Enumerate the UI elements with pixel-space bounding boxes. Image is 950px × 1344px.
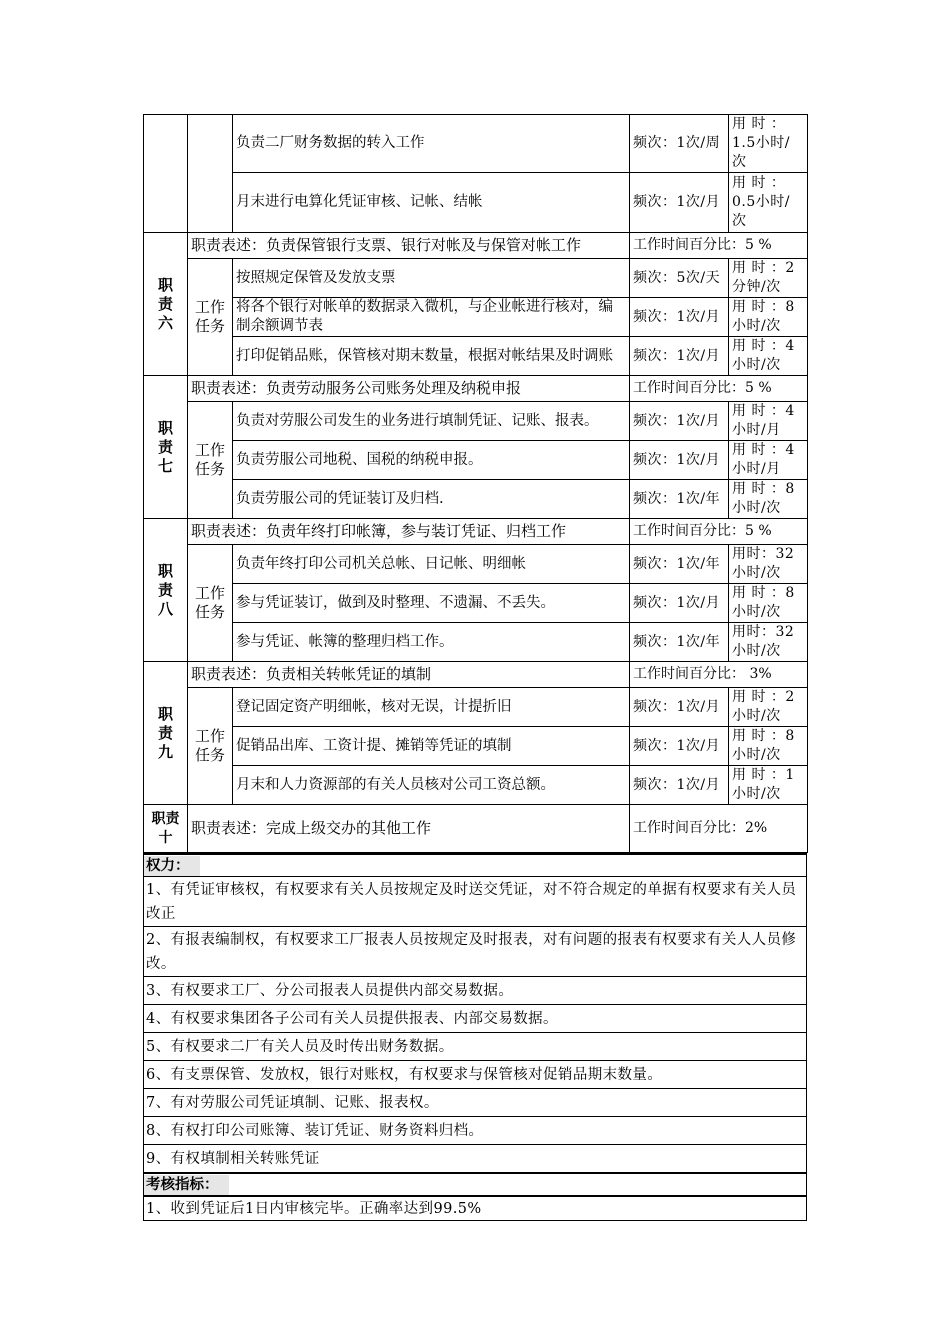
task-row — [144, 259, 808, 298]
task-row — [144, 766, 808, 805]
duty-label-cell-continued — [144, 115, 188, 233]
task-time: 用 时 ：4小时/月 — [729, 402, 808, 441]
task-label: 工作 任务 — [188, 402, 233, 519]
task-label: 工作 任务 — [188, 259, 233, 376]
powers-section — [143, 853, 807, 1173]
kpi-section — [143, 1173, 807, 1221]
task-frequency: 频次：1次/年 — [630, 623, 729, 662]
task-row — [144, 173, 808, 233]
duty-table — [143, 114, 808, 853]
task-row — [144, 545, 808, 584]
task-text: 负责二厂财务数据的转入工作 — [233, 115, 630, 173]
task-text: 月末和人力资源部的有关人员核对公司工资总额。 — [233, 766, 630, 805]
work-time-percent: 工作时间百分比： 3% — [630, 662, 808, 688]
task-row — [144, 584, 808, 623]
task-text: 负责劳服公司的凭证装订及归档. — [233, 480, 630, 519]
task-text: 负责劳服公司地税、国税的纳税申报。 — [233, 441, 630, 480]
kpi-title: 考核指标： — [144, 1175, 229, 1195]
power-item: 1、有凭证审核权，有权要求有关人员按规定及时送交凭证，对不符合规定的单据有权要求有关人员改正 — [144, 876, 806, 926]
powers-header — [144, 855, 806, 876]
task-text: 参与凭证装订，做到及时整理、不遗漏、不丢失。 — [233, 584, 630, 623]
power-item: 4、有权要求集团各子公司有关人员提供报表、内部交易数据。 — [144, 1004, 806, 1032]
duty-statement-row — [144, 662, 808, 688]
task-frequency: 频次：1次/月 — [630, 337, 729, 376]
task-frequency: 频次：1次/月 — [630, 298, 729, 337]
task-label: 工作 任务 — [188, 688, 233, 805]
task-time: 用 时 ：8小时/次 — [729, 727, 808, 766]
duty-statement: 职责表述：完成上级交办的其他工作 — [188, 805, 630, 853]
duty-statement: 职责表述：负责相关转帐凭证的填制 — [188, 662, 630, 688]
task-text: 负责对劳服公司发生的业务进行填制凭证、记账、报表。 — [233, 402, 630, 441]
power-item: 7、有对劳服公司凭证填制、记账、报表权。 — [144, 1088, 806, 1116]
task-time: 用 时 ：4小时/月 — [729, 441, 808, 480]
task-frequency: 频次：1次/月 — [630, 688, 729, 727]
powers-title: 权力： — [144, 856, 200, 876]
task-row — [144, 337, 808, 376]
task-time: 用 时 ：2分钟/次 — [729, 259, 808, 298]
task-frequency: 频次：1次/月 — [630, 766, 729, 805]
task-time: 用 时 ：0.5小时/次 — [729, 173, 808, 233]
power-item: 8、有权打印公司账簿、装订凭证、财务资料归档。 — [144, 1116, 806, 1144]
task-frequency: 频次：1次/月 — [630, 173, 729, 233]
duty-statement-row — [144, 376, 808, 402]
task-row — [144, 688, 808, 727]
task-frequency: 频次：1次/月 — [630, 402, 729, 441]
duty-label-ten: 职责 十 — [144, 805, 188, 853]
duty-label-nine: 职 责 九 — [144, 662, 188, 805]
job-description-page — [143, 114, 807, 1221]
task-row — [144, 480, 808, 519]
task-frequency: 频次：1次/年 — [630, 480, 729, 519]
power-item: 6、有支票保管、发放权，银行对账权，有权要求与保管核对促销品期末数量。 — [144, 1060, 806, 1088]
duty-statement-row — [144, 805, 808, 853]
task-time: 用时：32小时/次 — [729, 545, 808, 584]
duty-statement-row — [144, 233, 808, 259]
task-label: 工作 任务 — [188, 545, 233, 662]
task-text: 打印促销品账，保管核对期末数量，根据对帐结果及时调账 — [233, 337, 630, 376]
task-time: 用 时 ：1小时/次 — [729, 766, 808, 805]
task-row — [144, 727, 808, 766]
task-time: 用 时 ：2小时/次 — [729, 688, 808, 727]
task-label-cell-continued — [188, 115, 233, 233]
duty-statement: 职责表述：负责保管银行支票、银行对帐及与保管对帐工作 — [188, 233, 630, 259]
power-item: 9、有权填制相关转账凭证 — [144, 1144, 806, 1172]
task-row — [144, 402, 808, 441]
task-time: 用 时 ：1.5小时/次 — [729, 115, 808, 173]
task-text: 按照规定保管及发放支票 — [233, 259, 630, 298]
duty-statement: 职责表述：负责年终打印帐簿，参与装订凭证、归档工作 — [188, 519, 630, 545]
task-text: 月末进行电算化凭证审核、记帐、结帐 — [233, 173, 630, 233]
task-frequency: 频次：1次/月 — [630, 441, 729, 480]
task-time: 用 时 ：8小时/次 — [729, 298, 808, 337]
task-text: 登记固定资产明细帐，核对无误，计提折旧 — [233, 688, 630, 727]
power-item: 2、有报表编制权，有权要求工厂报表人员按规定及时报表，对有问题的报表有权要求有关人人员修改。 — [144, 926, 806, 976]
duty-label-seven: 职 责 七 — [144, 376, 188, 519]
task-time: 用 时 ：4小时/次 — [729, 337, 808, 376]
task-row — [144, 298, 808, 337]
task-row — [144, 441, 808, 480]
task-frequency: 频次：1次/月 — [630, 727, 729, 766]
task-time: 用时：32小时/次 — [729, 623, 808, 662]
duty-statement-row — [144, 519, 808, 545]
task-text: 促销品出库、工资计提、摊销等凭证的填制 — [233, 727, 630, 766]
duty-label-six: 职 责 六 — [144, 233, 188, 376]
task-time: 用 时 ：8小时/次 — [729, 480, 808, 519]
work-time-percent: 工作时间百分比：5 % — [630, 376, 808, 402]
kpi-item: 1、收到凭证后1日内审核完毕。正确率达到99.5% — [144, 1195, 806, 1220]
task-frequency: 频次：1次/周 — [630, 115, 729, 173]
task-row — [144, 623, 808, 662]
task-row — [144, 115, 808, 173]
task-text: 负责年终打印公司机关总帐、日记帐、明细帐 — [233, 545, 630, 584]
work-time-percent: 工作时间百分比：5 % — [630, 233, 808, 259]
kpi-header — [144, 1174, 806, 1195]
power-item: 3、有权要求工厂、分公司报表人员提供内部交易数据。 — [144, 976, 806, 1004]
duty-statement: 职责表述：负责劳动服务公司账务处理及纳税申报 — [188, 376, 630, 402]
work-time-percent: 工作时间百分比：5 % — [630, 519, 808, 545]
task-frequency: 频次：1次/年 — [630, 545, 729, 584]
task-frequency: 频次：5次/天 — [630, 259, 729, 298]
power-item: 5、有权要求二厂有关人员及时传出财务数据。 — [144, 1032, 806, 1060]
task-text: 参与凭证、帐簿的整理归档工作。 — [233, 623, 630, 662]
task-text: 将各个银行对帐单的数据录入微机，与企业帐进行核对，编制余额调节表 — [233, 298, 630, 337]
work-time-percent: 工作时间百分比：2% — [630, 805, 808, 853]
task-frequency: 频次：1次/月 — [630, 584, 729, 623]
task-time: 用 时 ：8小时/次 — [729, 584, 808, 623]
duty-label-eight: 职 责 八 — [144, 519, 188, 662]
